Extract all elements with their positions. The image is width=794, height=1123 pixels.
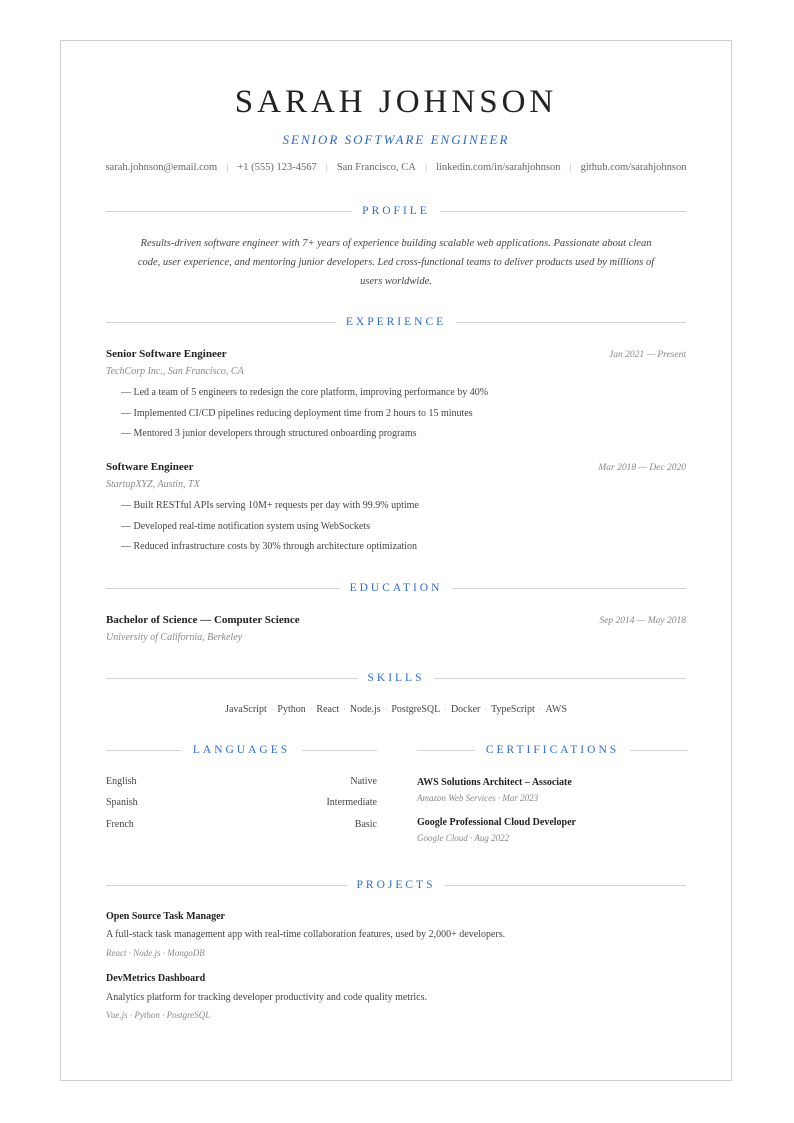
skill-separator: · xyxy=(484,705,488,714)
section-title: EDUCATION xyxy=(340,582,453,594)
certification-meta: Amazon Web Services · Mar 2023 xyxy=(417,793,539,803)
contact-separator: | xyxy=(226,162,229,173)
language-name: French xyxy=(106,819,134,830)
skill-separator: · xyxy=(343,705,346,714)
profile-summary xyxy=(136,234,656,291)
section-heading-experience xyxy=(106,314,686,330)
job-bullet: — Mentored 3 junior developers through structured onboarding programs xyxy=(121,428,417,439)
job-company: TechCorp Inc., San Francisco, CA xyxy=(106,366,244,377)
skill-separator: · xyxy=(538,705,542,714)
contact-email[interactable]: sarah.johnson@email.com xyxy=(105,162,218,173)
job-company: StartupXYZ, Austin, TX xyxy=(106,479,200,490)
section-title: PROJECTS xyxy=(347,879,446,891)
skill-separator: · xyxy=(444,705,447,714)
job-dates: Mar 2018 — Dec 2020 xyxy=(598,463,686,473)
education-school: University of California, Berkeley xyxy=(106,632,243,643)
language-row xyxy=(106,775,377,789)
contact-phone[interactable]: +1 (555) 123-4567 xyxy=(237,162,317,173)
project-name: DevMetrics Dashboard xyxy=(106,973,206,984)
section-heading-projects xyxy=(106,877,686,893)
contact-separator: | xyxy=(569,162,572,173)
job-dates: Jan 2021 — Present xyxy=(609,350,686,360)
certification-name: Google Professional Cloud Developer xyxy=(417,817,576,828)
skill-item: Node.js xyxy=(349,704,381,715)
project-description: A full-stack task management app with real-time collaboration features, used by 2,000+ developers. xyxy=(106,929,506,940)
language-name: English xyxy=(106,776,137,787)
education-dates: Sep 2014 — May 2018 xyxy=(599,616,686,626)
project-name: Open Source Task Manager xyxy=(106,911,225,922)
project-tech: React · Node.js · MongoDB xyxy=(106,948,205,958)
contact-linkedin[interactable]: linkedin.com/in/sarahjohnson xyxy=(436,162,561,173)
section-heading-skills xyxy=(106,670,686,686)
project-tech: Vue.js · Python · PostgreSQL xyxy=(106,1010,211,1020)
job-title: Software Engineer xyxy=(106,461,194,473)
resume-page xyxy=(60,40,732,1081)
education-degree: Bachelor of Science — Computer Science xyxy=(106,614,300,626)
language-level: Intermediate xyxy=(326,797,377,808)
section-title: PROFILE xyxy=(352,205,440,217)
contact-line xyxy=(96,161,696,175)
skill-item: Python xyxy=(277,704,306,715)
section-heading-profile xyxy=(106,203,686,219)
language-row xyxy=(106,796,377,810)
job-bullet: — Built RESTful APIs serving 10M+ requests per day with 99.9% uptime xyxy=(121,500,419,511)
contact-github[interactable]: github.com/sarahjohnson xyxy=(580,162,687,173)
candidate-name: SARAH JOHNSON xyxy=(234,84,558,120)
contact-separator: | xyxy=(424,162,427,173)
project-description: Analytics platform for tracking developer productivity and code quality metrics. xyxy=(106,992,428,1003)
section-title: CERTIFICATIONS xyxy=(485,744,620,756)
section-heading-education xyxy=(106,580,686,596)
profile-line: users worldwide. xyxy=(360,276,432,287)
job-bullet: — Led a team of 5 engineers to redesign the core platform, improving performance by 40% xyxy=(121,387,489,398)
section-heading-languages xyxy=(106,742,377,758)
contact-location: San Francisco, CA xyxy=(336,162,416,173)
candidate-role: SENIOR SOFTWARE ENGINEER xyxy=(282,132,510,147)
language-name: Spanish xyxy=(106,797,138,808)
profile-line: Results-driven software engineer with 7+ years of experience building scalable web applications. Passionate about clean xyxy=(140,238,652,249)
profile-line: code, user experience, and mentoring junior developers. Led cross-functional teams to deliver products used by millions of xyxy=(137,257,655,268)
skill-item: Docker xyxy=(450,704,481,715)
section-heading-certifications xyxy=(417,742,688,758)
skill-separator: · xyxy=(270,705,274,714)
skill-item: AWS xyxy=(545,704,567,715)
skill-item: PostgreSQL xyxy=(391,704,441,715)
contact-separator: | xyxy=(325,162,328,173)
section-title: SKILLS xyxy=(358,672,435,684)
certification-meta: Google Cloud · Aug 2022 xyxy=(417,833,510,843)
section-title: LANGUAGES xyxy=(192,744,291,756)
language-row xyxy=(106,818,377,832)
language-level: Native xyxy=(350,776,377,787)
skills-list xyxy=(106,703,686,717)
job-bullet: — Developed real-time notification system using WebSockets xyxy=(121,521,370,532)
skill-item: JavaScript xyxy=(225,704,267,715)
language-level: Basic xyxy=(354,819,377,830)
skill-item: React xyxy=(316,704,340,715)
job-bullet: — Implemented CI/CD pipelines reducing deployment time from 2 hours to 15 minutes xyxy=(121,408,473,419)
job-bullet: — Reduced infrastructure costs by 30% through architecture optimization xyxy=(121,541,418,552)
skill-separator: · xyxy=(384,705,388,714)
certification-name: AWS Solutions Architect – Associate xyxy=(417,777,572,788)
section-title: EXPERIENCE xyxy=(336,316,456,328)
skill-item: TypeScript xyxy=(491,704,535,715)
job-title: Senior Software Engineer xyxy=(106,348,227,360)
skill-separator: · xyxy=(309,705,313,714)
